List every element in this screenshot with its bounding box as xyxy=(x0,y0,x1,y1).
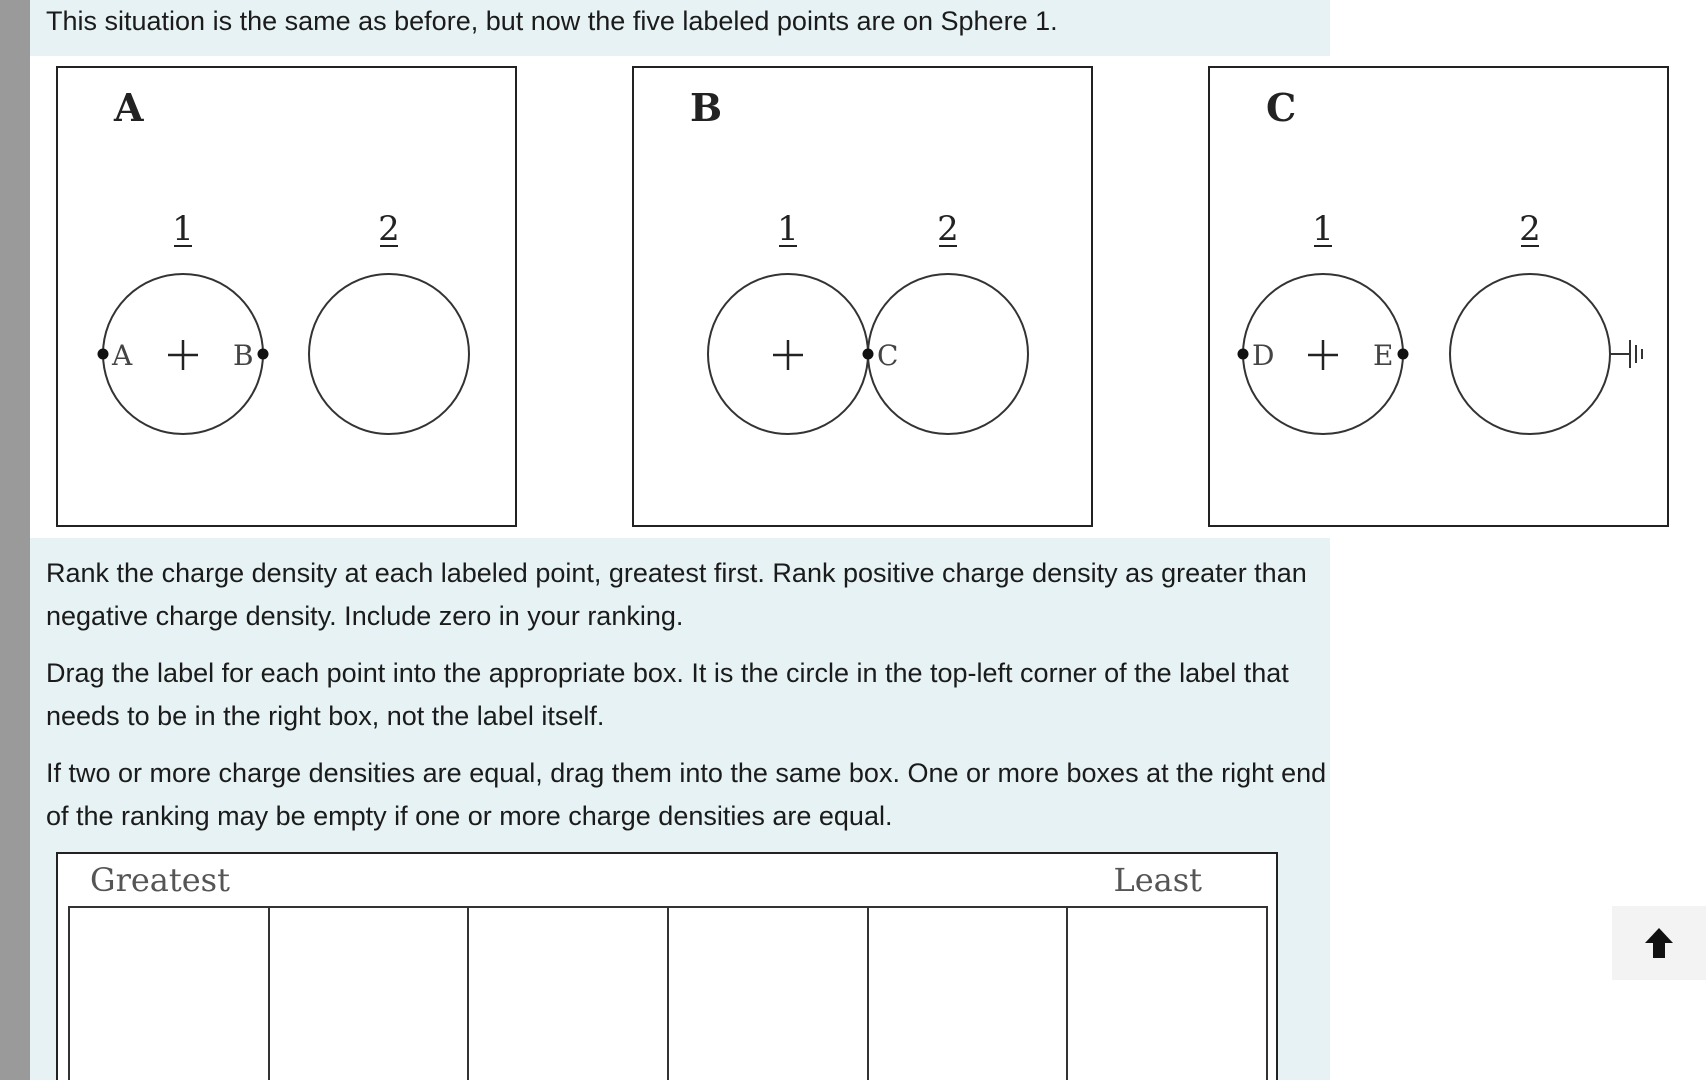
page-content xyxy=(30,0,1706,1080)
rank-box-2[interactable] xyxy=(270,908,470,1080)
least-label: Least xyxy=(1113,861,1202,899)
point-e-label: E xyxy=(1373,339,1394,372)
point-c-dot xyxy=(863,349,874,360)
sphere-2-label: 2 xyxy=(1519,209,1541,249)
panel-b-title: B xyxy=(690,85,723,130)
point-b-dot xyxy=(258,349,269,360)
arrow-up-icon xyxy=(1642,926,1676,960)
instruction-equal: If two or more charge densities are equal, drag them into the same box. One or more boxes at the right end of the ranking may be empty if one or more charge densities are equal. xyxy=(46,758,1327,831)
sphere-2-label: 2 xyxy=(378,209,400,249)
rank-box-1[interactable] xyxy=(70,908,270,1080)
sphere-1-label: 1 xyxy=(1312,209,1334,249)
rank-box-3[interactable] xyxy=(469,908,669,1080)
sphere-1-label: 1 xyxy=(777,209,799,249)
instruction-rank: Rank the charge density at each labeled point, greatest first. Rank positive charge density as greater than negative charge density. Include zero in your ranking. xyxy=(46,558,1307,631)
point-b-label: B xyxy=(233,339,254,372)
sphere-1-label: 1 xyxy=(172,209,194,249)
diagram-panel-b xyxy=(632,66,1093,527)
instruction-drag: Drag the label for each point into the appropriate box. It is the circle in the top-left corner of the label that needs to be in the right box, not the label itself. xyxy=(46,658,1289,731)
point-e-dot xyxy=(1398,349,1409,360)
rank-box-6[interactable] xyxy=(1068,908,1266,1080)
sphere-2-label: 2 xyxy=(937,209,959,249)
diagram-panel-a xyxy=(56,66,517,527)
rank-box-5[interactable] xyxy=(869,908,1069,1080)
ranking-area xyxy=(56,852,1278,1080)
point-a-dot xyxy=(98,349,109,360)
ranking-boxes xyxy=(68,906,1268,1080)
greatest-label: Greatest xyxy=(90,861,230,899)
point-a-label: A xyxy=(112,339,133,372)
sphere-2 xyxy=(1450,274,1610,434)
rank-box-4[interactable] xyxy=(669,908,869,1080)
point-d-label: D xyxy=(1252,339,1275,372)
sphere-2 xyxy=(309,274,469,434)
diagram-panel-c xyxy=(1208,66,1669,527)
scroll-to-top-button[interactable] xyxy=(1612,906,1706,980)
intro-text: This situation is the same as before, but now the five labeled points are on Sphere 1. xyxy=(46,6,1058,36)
point-d-dot xyxy=(1238,349,1249,360)
point-c-label: C xyxy=(877,339,899,372)
panel-c-title: C xyxy=(1266,85,1297,130)
panel-a-title: A xyxy=(114,85,144,130)
ground-symbol-icon xyxy=(1610,340,1642,368)
